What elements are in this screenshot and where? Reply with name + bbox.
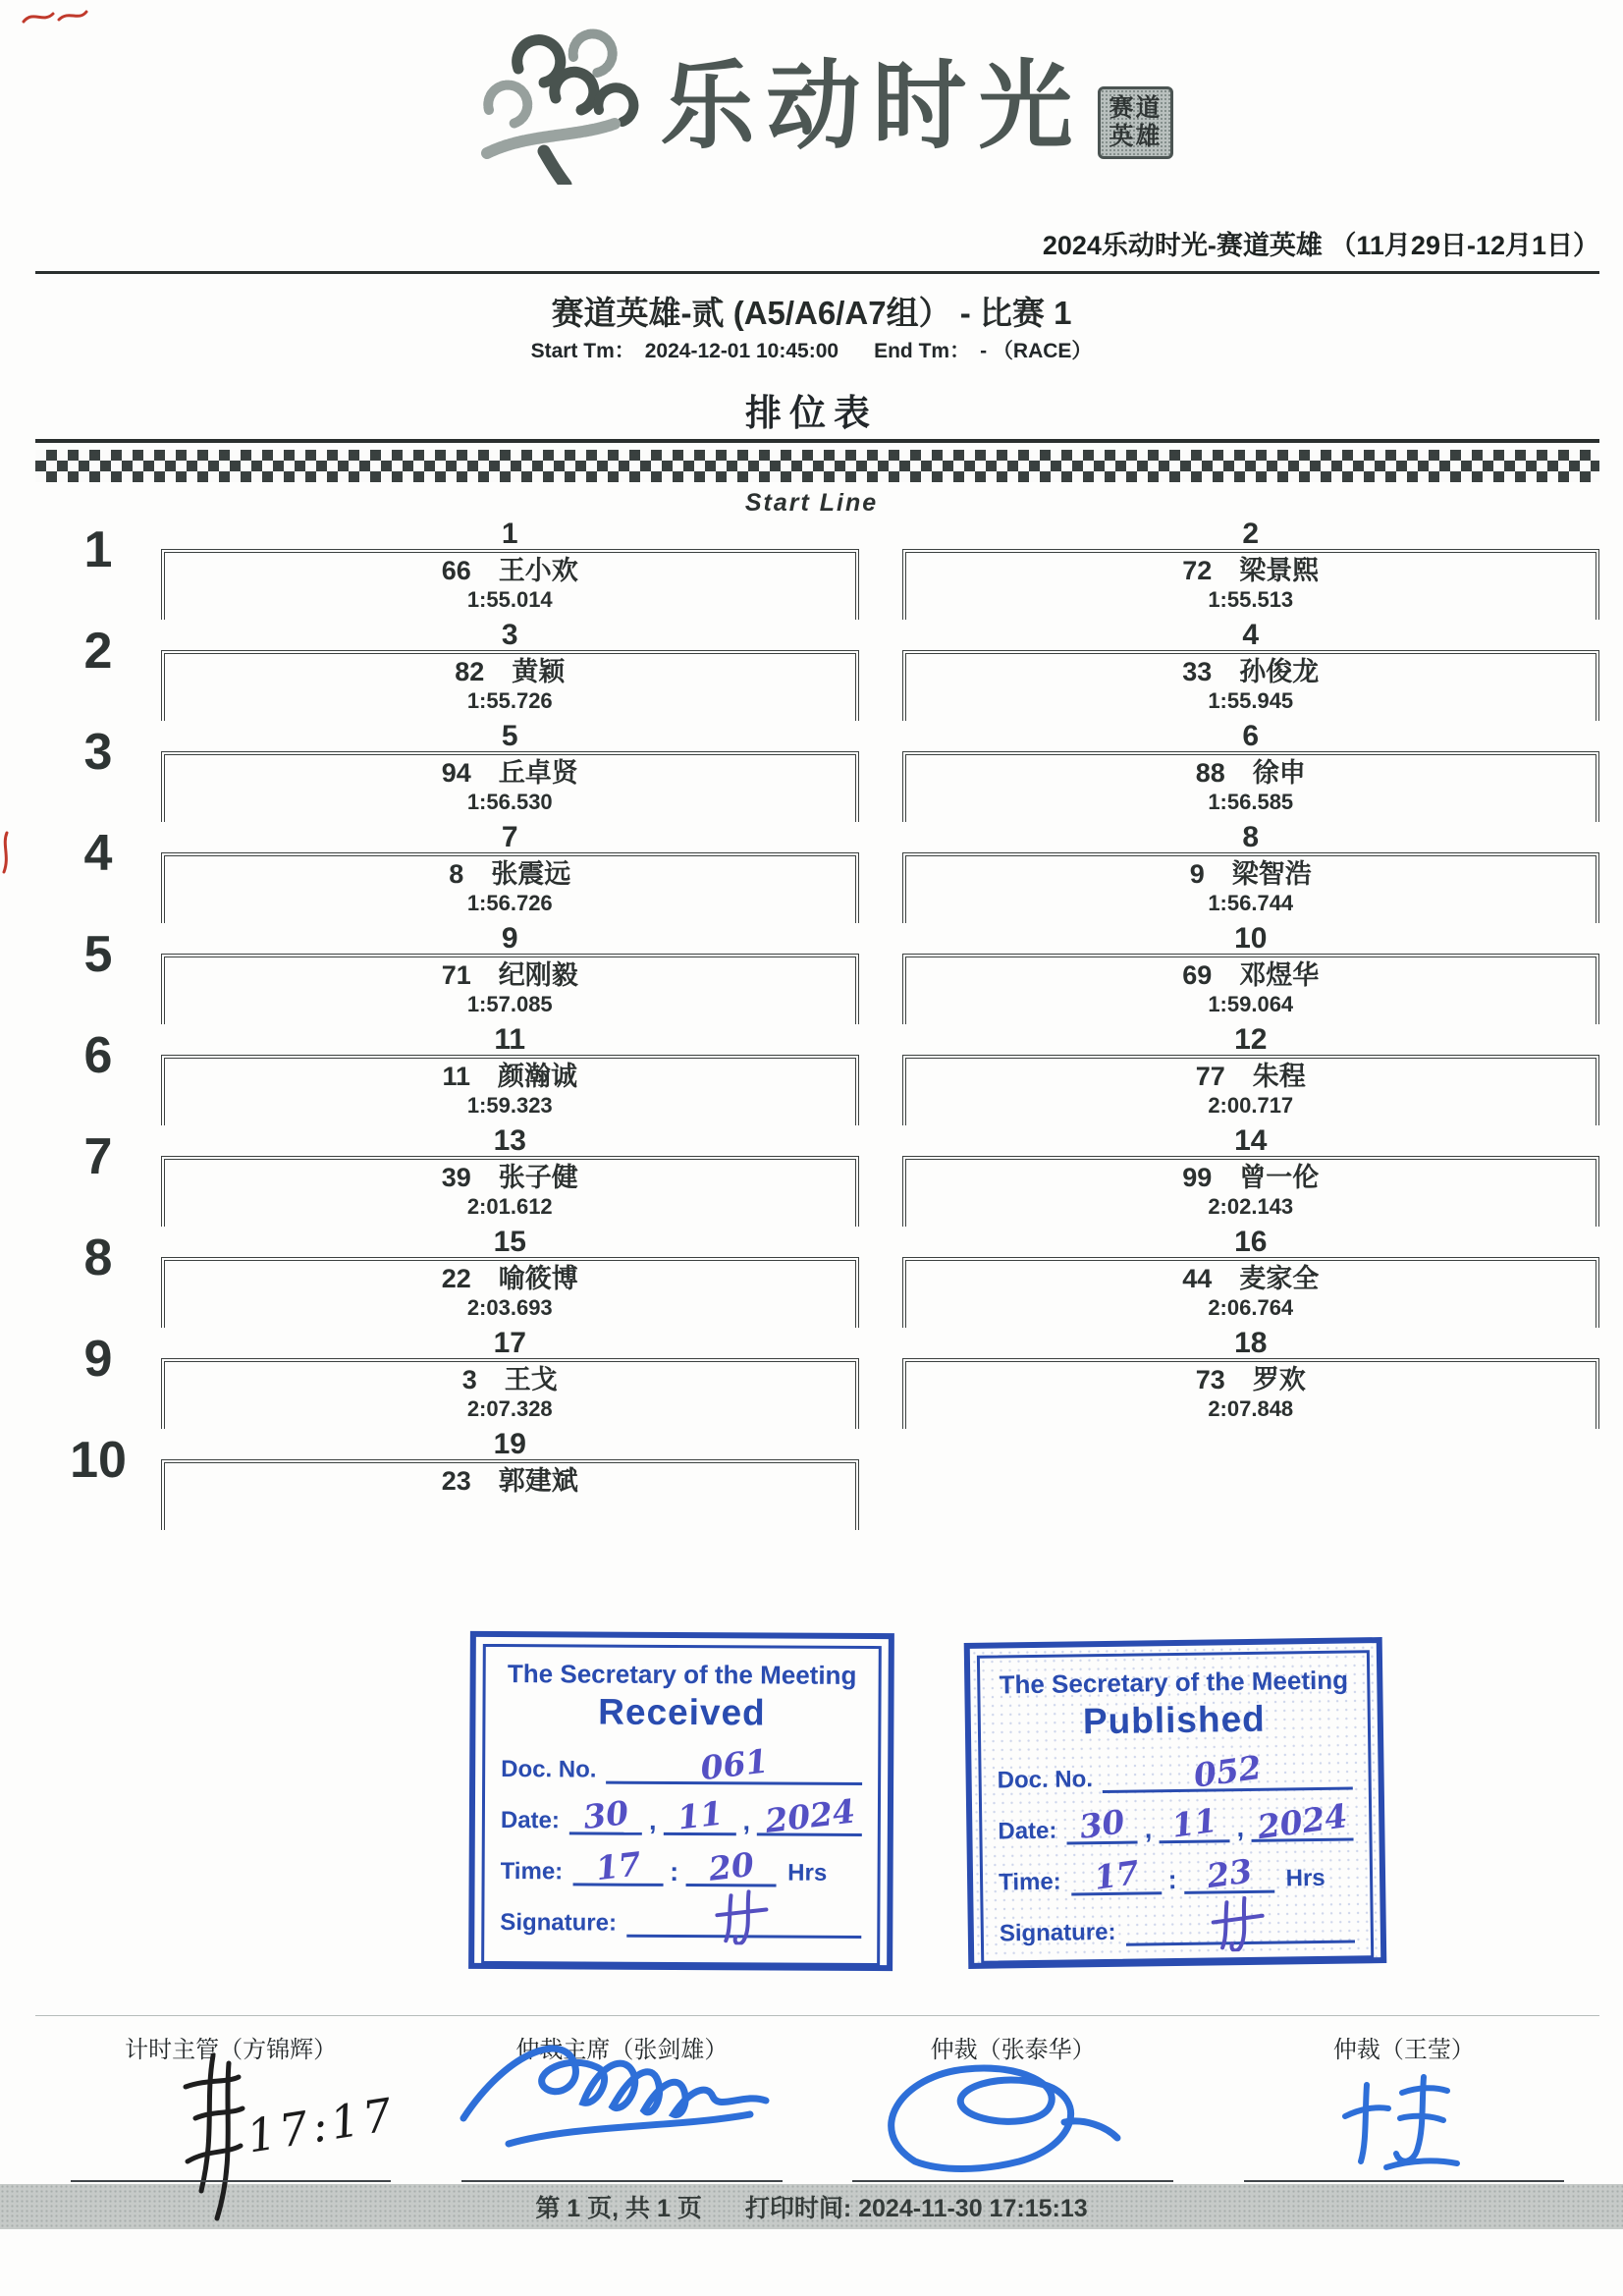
- grid-position-number: 16: [1234, 1226, 1268, 1258]
- qualifying-time: 1:55.513: [1208, 587, 1294, 613]
- time-minute-line: [685, 1844, 776, 1888]
- driver-name: 邓煜华: [1239, 960, 1320, 990]
- signature-line: [1244, 2180, 1565, 2182]
- grid-position-number: 6: [1242, 720, 1260, 752]
- signoff-label: 仲裁（王莹）: [1332, 2037, 1475, 2063]
- grid-entry: [165, 859, 855, 890]
- grid-position-number: 11: [494, 1023, 526, 1056]
- qualifying-time: 1:56.726: [466, 891, 553, 916]
- grid-entry: [906, 758, 1596, 789]
- qualifying-time: 1:56.530: [466, 790, 553, 815]
- grid-row: [35, 519, 1599, 620]
- driver-name: 麦家全: [1239, 1264, 1320, 1293]
- grid-column-gap: [859, 822, 902, 923]
- date-month-line: [1159, 1800, 1230, 1845]
- signoff-steward-1: [818, 2016, 1209, 2185]
- logo-badge-line1: 赛道: [1109, 94, 1163, 123]
- grid-row: [35, 923, 1599, 1024]
- qualifying-time: 2:01.612: [466, 1194, 553, 1220]
- signoff-label: 计时主管（方锦辉）: [125, 2037, 338, 2063]
- grid-slot-left: [161, 519, 859, 620]
- date-day-handwritten: 30: [1077, 1802, 1128, 1846]
- time-minute-handwritten: 20: [706, 1844, 756, 1888]
- hrs-label: Hrs: [787, 1859, 828, 1886]
- grid-row-number: 1: [83, 521, 113, 578]
- grid-slot-left: [161, 923, 859, 1024]
- kart-number: 44: [1182, 1264, 1213, 1293]
- qualifying-time: 1:55.726: [466, 688, 553, 714]
- grid-entry: [906, 1264, 1596, 1294]
- kart-number: 8: [449, 859, 464, 889]
- grid-row: [35, 822, 1599, 923]
- doc-no-handwritten: 052: [1191, 1747, 1265, 1795]
- grid-slot-right: [902, 822, 1600, 923]
- grid-slot-right: [902, 923, 1600, 1024]
- driver-name: 孙俊龙: [1239, 657, 1320, 686]
- race-title: 赛道英雄-贰 (A5/A6/A7组） - 比赛 1: [551, 295, 1072, 331]
- date-day-handwritten: 30: [581, 1793, 631, 1837]
- driver-name: 黄颖: [512, 657, 566, 686]
- grid-position-number: 13: [493, 1124, 526, 1157]
- grid-position-number: 12: [1234, 1023, 1268, 1056]
- grid-position-number: 9: [501, 922, 518, 955]
- grid-column-gap: [859, 923, 902, 1024]
- grid-entry: [165, 1062, 855, 1092]
- kart-number: 11: [442, 1062, 471, 1091]
- grid-position-number: 4: [1242, 619, 1260, 651]
- signature-line: [461, 2180, 783, 2182]
- scan-artifact-red: [20, 4, 90, 29]
- grid-column-gap: [859, 620, 902, 721]
- grid-slot-box: [902, 751, 1600, 822]
- time-hour-handwritten: 17: [1091, 1852, 1142, 1897]
- grid-slot-box: [161, 1257, 859, 1328]
- grid-slot-left: [161, 1328, 859, 1429]
- grid-position-number: 14: [1234, 1124, 1268, 1157]
- driver-name: 朱程: [1252, 1062, 1306, 1091]
- grid-column-gap: [859, 1227, 902, 1328]
- driver-name: 梁智浩: [1231, 859, 1312, 889]
- kart-number: 22: [441, 1264, 471, 1293]
- grid-slot-right: [902, 620, 1600, 721]
- sheet-title: 排位表: [745, 393, 878, 433]
- start-time-value: 2024-12-01 10:45:00: [644, 340, 839, 362]
- date-month-handwritten: 11: [675, 1793, 725, 1837]
- grid-slot-box: [161, 1156, 859, 1227]
- signoff-chief-steward: [426, 2016, 817, 2185]
- grid-slot-left: [161, 822, 859, 923]
- grid-column-gap: [859, 519, 902, 620]
- qualifying-time: 1:59.064: [1208, 992, 1294, 1017]
- date-label: Date:: [998, 1817, 1057, 1845]
- doc-no-line: [1103, 1747, 1353, 1795]
- grid-entry: [165, 758, 855, 789]
- grid-column-gap: [859, 1328, 902, 1429]
- qualifying-time: 1:55.945: [1208, 688, 1294, 714]
- stamp-title: The Secretary of the Meeting: [999, 1665, 1349, 1700]
- grid-slot-right: [902, 519, 1600, 620]
- grid-position-number: 5: [501, 720, 518, 752]
- doc-no-handwritten: 061: [698, 1741, 771, 1788]
- start-time-label: Start Tm：: [530, 340, 635, 362]
- time-separator: :: [1167, 1864, 1177, 1895]
- grid-entry: [165, 1264, 855, 1294]
- print-time-info: 打印时间: 2024-11-30 17:15:13: [744, 2195, 1088, 2222]
- grid-position-number: 17: [493, 1327, 526, 1359]
- kart-number: 82: [455, 657, 485, 686]
- grid-row-number: 2: [83, 623, 113, 680]
- header-rule: [35, 271, 1599, 274]
- signature-steward-1: [872, 2051, 1147, 2189]
- qualifying-time: 2:06.764: [1208, 1295, 1294, 1321]
- doc-no-label: Doc. No.: [997, 1766, 1094, 1794]
- stamp-published-frame: [977, 1650, 1374, 1964]
- kart-number: 99: [1182, 1163, 1213, 1192]
- grid-entry: [906, 859, 1596, 890]
- grid-entry: [906, 1062, 1596, 1092]
- driver-name: 王小欢: [498, 556, 578, 585]
- driver-name: 徐申: [1252, 758, 1306, 788]
- grid-slot-right: [902, 1328, 1600, 1429]
- grid-row-number: 4: [83, 825, 113, 882]
- grid-row-number: 7: [83, 1128, 113, 1185]
- grid-position-number: 15: [493, 1226, 526, 1258]
- grid-entry: [165, 1365, 855, 1395]
- grid-entry: [906, 657, 1596, 687]
- grid-slot-box: [902, 549, 1600, 620]
- grid-slot-left: [161, 1125, 859, 1227]
- stamp-received-frame: [481, 1644, 882, 1966]
- stamp-published: [964, 1637, 1387, 1969]
- grid-entry: [165, 960, 855, 991]
- signature-chief-steward: [450, 2024, 784, 2181]
- qualifying-time: 1:56.585: [1208, 790, 1294, 815]
- kart-number: 39: [441, 1163, 471, 1192]
- grid-position-number: 10: [1234, 922, 1268, 955]
- officials-signoff: [35, 2015, 1599, 2185]
- doc-no-label: Doc. No.: [501, 1756, 597, 1783]
- stamp-status: Received: [598, 1691, 766, 1733]
- kart-number: 73: [1195, 1365, 1225, 1394]
- date-day-line: [1066, 1802, 1138, 1846]
- handwritten-time-note: 17:17: [243, 2087, 400, 2163]
- date-separator: ,: [648, 1805, 657, 1835]
- start-grid: [35, 519, 1599, 1530]
- page-number-info: 第 1 页, 共 1 页: [535, 2195, 702, 2222]
- signoff-label: 仲裁主席（张剑雄）: [515, 2037, 729, 2063]
- kart-number: 69: [1182, 960, 1213, 990]
- header-logo: [0, 27, 1623, 185]
- time-hour-handwritten: 17: [593, 1844, 643, 1888]
- stamp-title: The Secretary of the Meeting: [507, 1659, 857, 1690]
- grid-entry: [165, 1163, 855, 1193]
- logo-swirl-icon: [450, 27, 646, 185]
- start-line-label: Start Line: [744, 489, 879, 517]
- grid-slot-left: [161, 1227, 859, 1328]
- logo-badge-line2: 英雄: [1109, 123, 1163, 150]
- driver-name: 罗欢: [1252, 1365, 1306, 1394]
- qualifying-time: 2:07.848: [1208, 1396, 1294, 1422]
- driver-name: 张子健: [498, 1163, 578, 1192]
- qualifying-time: 1:57.085: [466, 992, 553, 1017]
- grid-row: [35, 1024, 1599, 1125]
- driver-name: 张震远: [491, 859, 571, 889]
- grid-column-gap: [859, 1125, 902, 1227]
- driver-name: 纪刚毅: [498, 960, 578, 990]
- driver-name: 王戈: [504, 1365, 558, 1394]
- kart-number: 88: [1195, 758, 1225, 788]
- driver-name: 丘卓贤: [498, 758, 578, 788]
- qualifying-time: 1:56.744: [1208, 891, 1294, 916]
- grid-slot-box: [902, 852, 1600, 923]
- date-label: Date:: [500, 1807, 560, 1834]
- time-label: Time:: [500, 1858, 564, 1886]
- grid-slot-box: [902, 650, 1600, 721]
- grid-slot-box: [161, 954, 859, 1024]
- grid-slot-left: [161, 721, 859, 822]
- grid-position-number: 1: [501, 518, 518, 550]
- date-year-handwritten: 2024: [1255, 1796, 1350, 1847]
- grid-slot-box: [161, 751, 859, 822]
- date-separator: ,: [1236, 1813, 1245, 1843]
- grid-slot-box: [161, 852, 859, 923]
- grid-row: [35, 1227, 1599, 1328]
- grid-row-number: 8: [83, 1230, 113, 1286]
- scan-artifact-red-edge: [0, 831, 12, 874]
- kart-number: 72: [1182, 556, 1213, 585]
- signature-line: [1125, 1904, 1355, 1945]
- hrs-label: Hrs: [1285, 1864, 1325, 1892]
- grid-row: [35, 1429, 1599, 1530]
- grid-row: [35, 620, 1599, 721]
- end-time-value: - （RACE）: [980, 340, 1093, 362]
- grid-slot-left: [161, 620, 859, 721]
- logo-badge: [1098, 86, 1172, 159]
- grid-column-gap: [859, 721, 902, 822]
- date-year-handwritten: 2024: [762, 1791, 857, 1840]
- driver-name: 郭建斌: [498, 1466, 578, 1496]
- grid-row: [35, 1125, 1599, 1227]
- signoff-steward-2: [1209, 2016, 1599, 2185]
- signature-steward-2: [1318, 2063, 1485, 2181]
- grid-row: [35, 721, 1599, 822]
- qualifying-time: 2:00.717: [1208, 1093, 1294, 1119]
- start-line-rule: [35, 439, 1599, 443]
- kart-number: 77: [1195, 1062, 1225, 1091]
- date-separator: ,: [742, 1806, 751, 1836]
- session-times: [0, 335, 1623, 364]
- kart-number: 66: [441, 556, 471, 585]
- time-minute-handwritten: 23: [1204, 1851, 1255, 1896]
- driver-name: 曾一伦: [1239, 1163, 1320, 1192]
- grid-position-number: 7: [501, 821, 518, 853]
- stamp-status: Published: [1082, 1698, 1267, 1742]
- time-hour-line: [572, 1844, 663, 1888]
- signoff-timekeeper: [35, 2016, 426, 2185]
- qualifying-time: 2:03.693: [466, 1295, 553, 1321]
- grid-entry: [906, 960, 1596, 991]
- signature-line: [626, 1899, 862, 1939]
- grid-row: [35, 1328, 1599, 1429]
- grid-slot-box: [161, 1055, 859, 1125]
- time-hour-line: [1070, 1852, 1162, 1897]
- grid-slot-box: [902, 1156, 1600, 1227]
- grid-column-gap: [859, 1024, 902, 1125]
- signature-line: [71, 2180, 392, 2182]
- grid-slot-left: [161, 1429, 859, 1530]
- grid-column-gap: [859, 1429, 902, 1530]
- driver-name: 喻筱博: [498, 1264, 578, 1293]
- signature-label: Signature:: [500, 1909, 618, 1937]
- grid-position-number: 2: [1242, 518, 1260, 550]
- qualifying-time: 1:55.014: [466, 587, 553, 613]
- grid-slot-right: [902, 1227, 1600, 1328]
- grid-slot-left: [161, 1024, 859, 1125]
- date-month-line: [663, 1793, 735, 1837]
- kart-number: 94: [441, 758, 471, 788]
- grid-slot-right: [902, 1125, 1600, 1227]
- grid-row-number: 5: [83, 926, 113, 983]
- kart-number: 23: [441, 1466, 471, 1496]
- grid-slot-box: [902, 1257, 1600, 1328]
- date-month-handwritten: 11: [1169, 1800, 1219, 1845]
- kart-number: 9: [1189, 859, 1205, 889]
- grid-position-number: 18: [1234, 1327, 1268, 1359]
- date-day-line: [569, 1793, 642, 1837]
- grid-entry: [906, 1365, 1596, 1395]
- kart-number: 71: [441, 960, 471, 990]
- time-separator: :: [670, 1856, 679, 1886]
- grid-entry: [906, 556, 1596, 586]
- qualifying-time: 1:59.323: [466, 1093, 553, 1119]
- qualifying-time: 2:02.143: [1208, 1194, 1294, 1220]
- grid-entry: [906, 1163, 1596, 1193]
- time-label: Time:: [998, 1868, 1061, 1896]
- grid-row-number: 6: [83, 1027, 113, 1084]
- end-time-label: End Tm：: [874, 340, 971, 362]
- kart-number: 3: [461, 1365, 477, 1394]
- qualifying-time: 2:07.328: [466, 1396, 553, 1422]
- signature-label: Signature:: [999, 1918, 1116, 1947]
- logo-wordmark: 乐动时光: [660, 48, 1085, 163]
- doc-no-line: [606, 1741, 862, 1788]
- date-year-line: [1251, 1796, 1354, 1847]
- grid-slot-box: [902, 1055, 1600, 1125]
- driver-name: 颜瀚诚: [498, 1062, 578, 1091]
- grid-slot-box: [161, 650, 859, 721]
- event-title-line: 2024乐动时光-赛道英雄 （11月29日-12月1日）: [1042, 231, 1599, 260]
- stamp-signature-scribble: [1206, 1892, 1275, 1952]
- grid-row-number: 3: [83, 724, 113, 781]
- grid-row-number: 10: [70, 1432, 127, 1489]
- grid-slot-box: [161, 549, 859, 620]
- checkered-strip: [35, 450, 1599, 482]
- grid-position-number: 8: [1242, 821, 1260, 853]
- kart-number: 33: [1182, 657, 1213, 686]
- stamp-signature-scribble: [710, 1886, 779, 1944]
- grid-slot-box: [902, 954, 1600, 1024]
- stamp-received: [468, 1631, 894, 1971]
- grid-entry: [165, 657, 855, 687]
- signoff-label: 仲裁（张泰华）: [930, 2037, 1096, 2063]
- grid-slot-right: [902, 1024, 1600, 1125]
- grid-position-number: 19: [493, 1428, 526, 1460]
- grid-slot-box: [161, 1459, 859, 1530]
- grid-row-number: 9: [83, 1331, 113, 1388]
- date-year-line: [757, 1791, 862, 1840]
- grid-position-number: 3: [501, 619, 518, 651]
- grid-slot-box: [902, 1358, 1600, 1429]
- grid-slot-right: [902, 721, 1600, 822]
- time-minute-line: [1183, 1851, 1274, 1896]
- date-separator: ,: [1144, 1814, 1153, 1844]
- driver-name: 梁景熙: [1239, 556, 1320, 585]
- grid-entry: [165, 556, 855, 586]
- signature-line: [852, 2180, 1173, 2182]
- grid-slot-box: [161, 1358, 859, 1429]
- grid-entry: [165, 1466, 855, 1497]
